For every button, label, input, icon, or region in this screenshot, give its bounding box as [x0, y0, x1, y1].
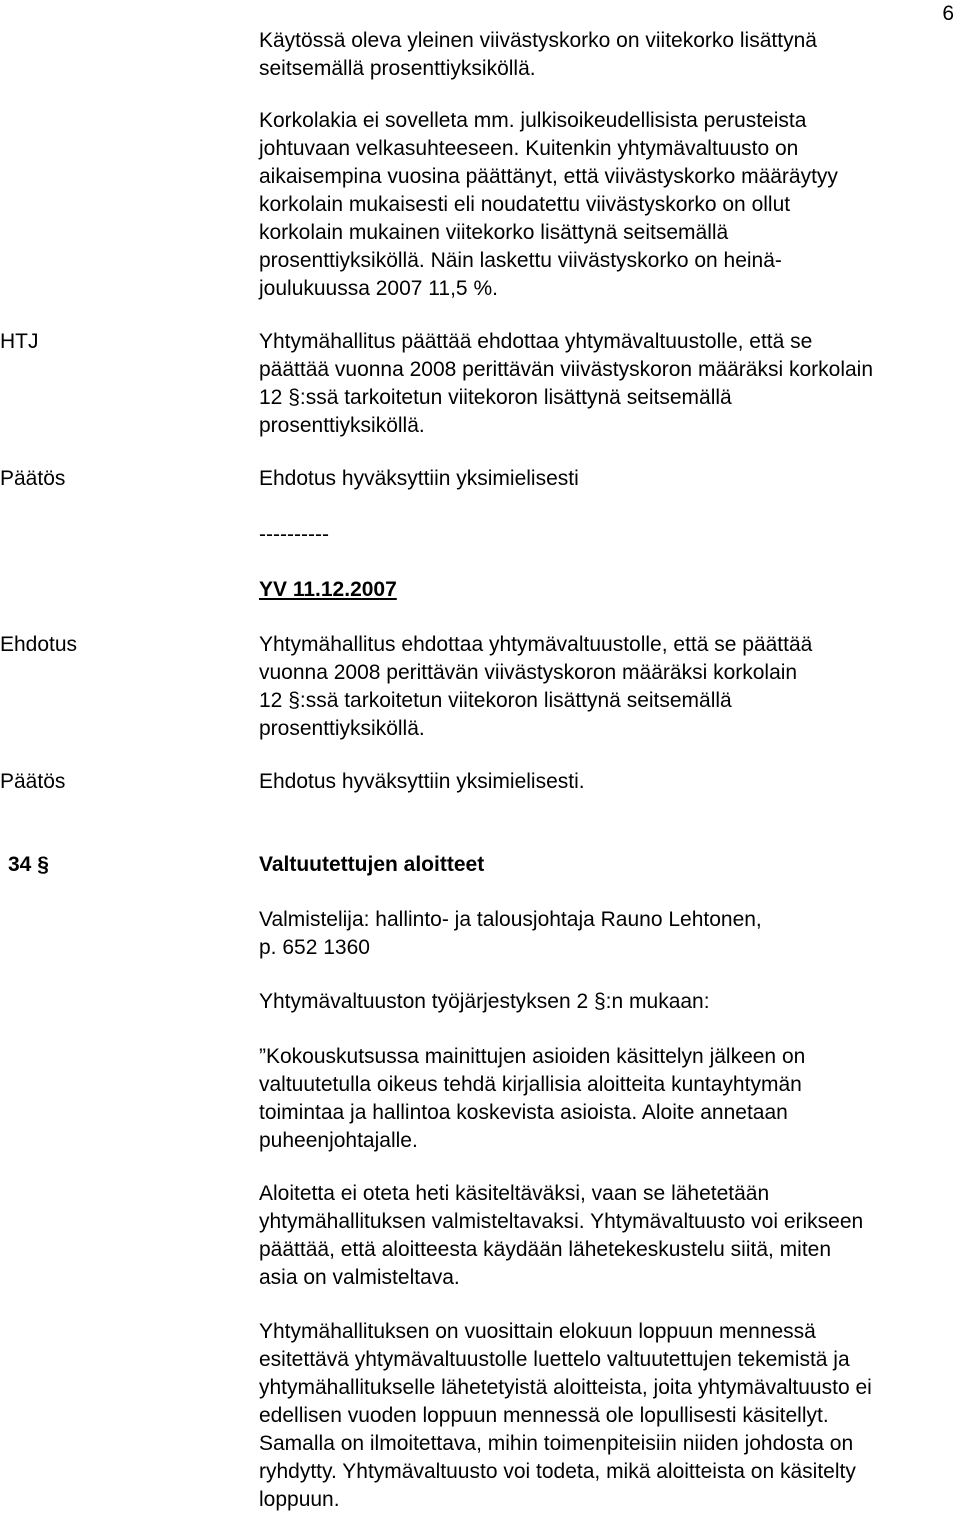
text-line: yhtymähallituksen valmisteltavaksi. Yhtymävaltuusto voi erikseen: [259, 1210, 864, 1233]
text-line: Korkolakia ei sovelleta mm. julkisoikeudellisista perusteista: [259, 109, 807, 132]
text-line: esitettävä yhtymävaltuustolle luettelo valtuutettujen tekemistä ja: [259, 1348, 850, 1371]
text-line: valtuutetulla oikeus tehdä kirjallisia aloitteita kuntayhtymän: [259, 1073, 802, 1096]
text-line: prosenttiyksiköllä. Näin laskettu viivästyskorko on heinä-: [259, 249, 782, 272]
text-line: seitsemällä prosenttiyksiköllä.: [259, 57, 536, 80]
body-paragraph: [259, 1180, 959, 1292]
text-line: loppuun.: [259, 1488, 340, 1511]
text-line: puheenjohtajalle.: [259, 1129, 418, 1152]
htj-proposal: [259, 328, 959, 440]
text-line: edellisen vuoden loppuun mennessä ole lopullisesti käsitellyt.: [259, 1404, 829, 1427]
text-line: Yhtymähallituksen on vuosittain elokuun loppuun mennessä: [259, 1320, 816, 1343]
meeting-heading: YV 11.12.2007: [259, 578, 397, 601]
body-paragraph: [259, 1318, 959, 1514]
text-line: aikaisempina vuosina päättänyt, että viivästyskorko määräytyy: [259, 165, 838, 188]
text-line: Yhtymähallitus ehdottaa yhtymävaltuustolle, että se päättää: [259, 633, 813, 656]
section-title: Valtuutettujen aloitteet: [259, 853, 485, 876]
text-line: Yhtymähallitus päättää ehdottaa yhtymävaltuustolle, että se: [259, 330, 813, 353]
text-line: korkolain mukainen viitekorko lisättynä seitsemällä: [259, 221, 729, 244]
text-line: p. 652 1360: [259, 936, 370, 959]
separator: ----------: [259, 523, 329, 546]
paatos-text: Ehdotus hyväksyttiin yksimielisesti.: [259, 770, 585, 793]
text-line: päättää vuonna 2008 perittävän viivästyskoron määräksi korkolain: [259, 358, 874, 381]
text-line: 12 §:ssä tarkoitetun viitekoron lisättynä seitsemällä: [259, 386, 732, 409]
text-line: Aloitetta ei oteta heti käsiteltäväksi, vaan se lähetetään: [259, 1182, 770, 1205]
text-line: Käytössä oleva yleinen viivästyskorko on viitekorko lisättynä: [259, 29, 817, 52]
text-line: prosenttiyksiköllä.: [259, 717, 425, 740]
text-line: päättää, että aloitteesta käydään lähetekeskustelu siitä, miten: [259, 1238, 832, 1261]
page-number: 6: [942, 2, 954, 25]
quote-paragraph: [259, 1043, 959, 1155]
text-line: yhtymähallitukselle lähetetyistä aloitteista, joita yhtymävaltuusto ei: [259, 1376, 872, 1399]
text-line: ”Kokouskutsussa mainittujen asioiden käsittelyn jälkeen on: [259, 1045, 806, 1068]
text-line: johtuvaan velkasuhteeseen. Kuitenkin yhtymävaltuusto on: [259, 137, 799, 160]
label-paatos: Päätös: [0, 770, 66, 793]
section-number: 34 §: [8, 853, 49, 876]
ehdotus-proposal: [259, 631, 959, 743]
text-line: prosenttiyksiköllä.: [259, 414, 425, 437]
text-line: Samalla on ilmoitettava, mihin toimenpiteisiin niiden johdosta on: [259, 1432, 854, 1455]
paatos-text: Ehdotus hyväksyttiin yksimielisesti: [259, 467, 579, 490]
text-line: asia on valmisteltava.: [259, 1266, 460, 1289]
text-line: joulukuussa 2007 11,5 %.: [259, 277, 498, 300]
label-paatos: Päätös: [0, 467, 66, 490]
text-line: Valmistelija: hallinto- ja talousjohtaja Rauno Lehtonen,: [259, 908, 762, 931]
rule-reference: Yhtymävaltuuston työjärjestyksen 2 §:n mukaan:: [259, 990, 710, 1013]
text-line: toimintaa ja hallintoa koskevista asioista. Aloite annetaan: [259, 1101, 788, 1124]
paragraph-korkolaki: [259, 107, 959, 303]
label-htj: HTJ: [0, 330, 39, 353]
preparer: [259, 906, 959, 962]
paragraph-viivastyskorko: [259, 27, 959, 83]
text-line: 12 §:ssä tarkoitetun viitekoron lisättynä seitsemällä: [259, 689, 732, 712]
text-line: vuonna 2008 perittävän viivästyskoron määräksi korkolain: [259, 661, 798, 684]
text-line: ryhdytty. Yhtymävaltuusto voi todeta, mikä aloitteista on käsitelty: [259, 1460, 856, 1483]
label-ehdotus: Ehdotus: [0, 633, 78, 656]
text-line: korkolain mukaisesti eli noudatettu viivästyskorko on ollut: [259, 193, 791, 216]
